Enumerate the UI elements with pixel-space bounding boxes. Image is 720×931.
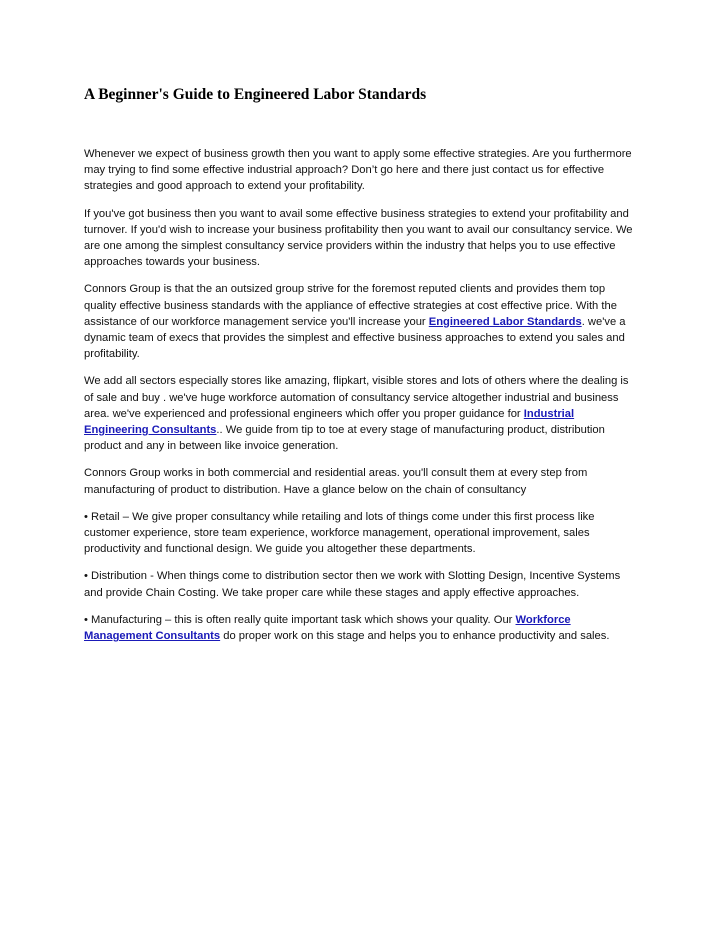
paragraph-business-strategies: If you've got business then you want to avail some effective business strategies to extend your profitability and turnover. If you'd wish to increase your business profitability then you want to avail our consultancy service. We are one among the simplest consultancy service providers within the industry that helps you to use effective approaches towards your business. [84, 207, 633, 269]
bullet-distribution: • Distribution - When things come to distribution sector then we work with Slotting Design, Incentive Systems and provide Chain Costing. We take proper care while these stages and apply effective approaches. [84, 570, 621, 599]
paragraph-text: do proper work on this stage and helps you to enhance productivity and sales. [220, 630, 610, 643]
paragraph-commercial-residential: Connors Group works in both commercial and residential areas. you'll consult them at every step from manufacturing of product to distribution. Have a glance below on the chain of consultancy [84, 467, 588, 496]
engineered-labor-standards-link[interactable]: Engineered Labor Standards [428, 315, 582, 328]
workforce-management-consultants-link[interactable]: Workforce Management Consultants [84, 613, 571, 643]
industrial-engineering-consultants-link[interactable]: Industrial Engineering Consultants [84, 407, 575, 437]
article-body [84, 146, 640, 655]
paragraph-intro: Whenever we expect of business growth then you want to apply some effective strategies. Are you furthermore may trying to find some effective industrial approach? Don’t go here and there just contact us for effective strategies and good approach to extend your profitability. [84, 148, 632, 193]
paragraph-text: .. We guide from tip to toe at every stage of manufacturing product, distribution product and any in between like invoice generation. [84, 424, 605, 453]
bullet-manufacturing [84, 612, 640, 644]
page-title: A Beginner's Guide to Engineered Labor Standards [84, 86, 427, 103]
paragraph-connors-group [84, 281, 640, 362]
bullet-retail: • Retail – We give proper consultancy while retailing and lots of things come under this first process like customer experience, store team experience, workforce management, operational improvement, sales productivity and functional design. We guide you altogether these departments. [84, 510, 595, 556]
paragraph-text: We add all sectors especially stores like amazing, flipkart, visible stores and lots of others where the dealing is of sale and buy . we've huge workforce automation of consultancy service altogether industrial and business area. we've experienced and professional engineers which offer you proper guidance for [84, 375, 629, 420]
paragraph-text: Connors Group is that the an outsized group strive for the foremost reputed clients and provides them top quality effective business standards with the appliance of effective strategies at cost effective price. With the assistance of our workforce management service you'll increase your [84, 283, 617, 328]
paragraph-text: . we've a dynamic team of execs that provides the simplest and effective business approaches to extend you sales and profitability. [84, 315, 626, 361]
paragraph-sectors [84, 373, 640, 454]
paragraph-text: • Manufacturing – this is often really quite important task which shows your quality. Our [84, 613, 516, 626]
